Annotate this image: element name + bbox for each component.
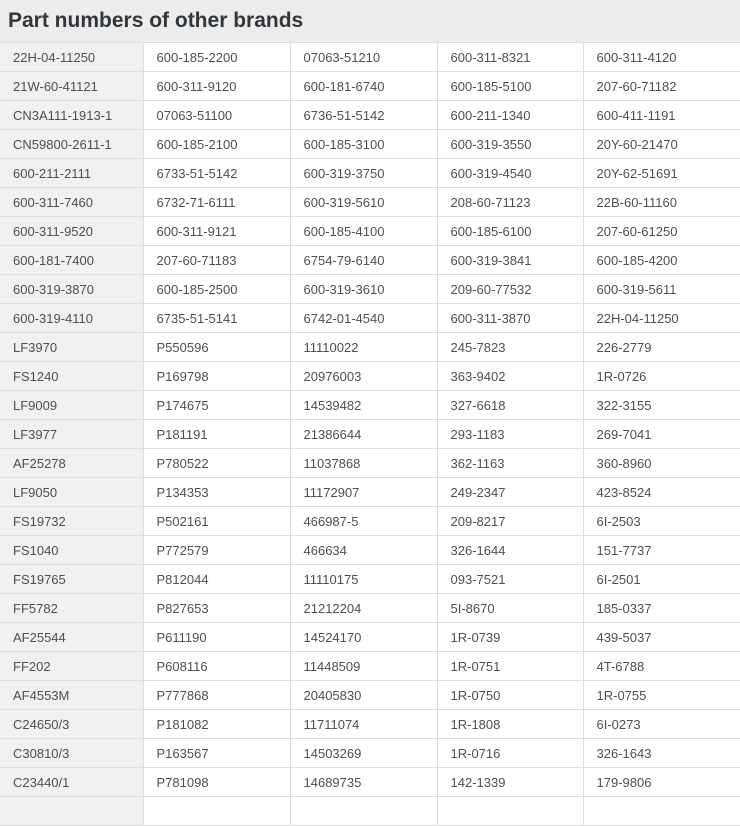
part-number-cell: 6732-71-6111 bbox=[143, 188, 290, 217]
table-row bbox=[0, 565, 740, 594]
table-row bbox=[0, 217, 740, 246]
row-header-cell: C23440/1 bbox=[0, 768, 143, 797]
table-row bbox=[0, 101, 740, 130]
part-number-cell: 6I-0273 bbox=[583, 710, 740, 739]
row-header-cell: LF9050 bbox=[0, 478, 143, 507]
part-number-cell: 322-3155 bbox=[583, 391, 740, 420]
part-number-cell: 20405830 bbox=[290, 681, 437, 710]
row-header-cell: LF3970 bbox=[0, 333, 143, 362]
table-row bbox=[0, 304, 740, 333]
part-number-cell: 439-5037 bbox=[583, 623, 740, 652]
part-number-cell: 6742-01-4540 bbox=[290, 304, 437, 333]
row-header-cell: FF5782 bbox=[0, 594, 143, 623]
table-row bbox=[0, 275, 740, 304]
part-number-cell: 600-185-5100 bbox=[437, 72, 583, 101]
part-number-cell: 14503269 bbox=[290, 739, 437, 768]
part-number-cell: P777868 bbox=[143, 681, 290, 710]
part-number-cell: 07063-51210 bbox=[290, 43, 437, 72]
part-number-cell: 20Y-60-21470 bbox=[583, 130, 740, 159]
part-number-cell: 6754-79-6140 bbox=[290, 246, 437, 275]
table-row bbox=[0, 72, 740, 101]
part-number-cell: 6733-51-5142 bbox=[143, 159, 290, 188]
part-number-cell: P134353 bbox=[143, 478, 290, 507]
part-number-cell: 269-7041 bbox=[583, 420, 740, 449]
part-number-cell: 466634 bbox=[290, 536, 437, 565]
row-header-cell: 600-181-7400 bbox=[0, 246, 143, 275]
part-number-cell: 600-311-3870 bbox=[437, 304, 583, 333]
part-number-cell: 326-1643 bbox=[583, 739, 740, 768]
part-number-cell: 600-319-5611 bbox=[583, 275, 740, 304]
row-header-cell: 22H-04-11250 bbox=[0, 43, 143, 72]
part-number-cell: 600-185-3100 bbox=[290, 130, 437, 159]
part-number-cell: 600-311-9120 bbox=[143, 72, 290, 101]
part-number-cell: P502161 bbox=[143, 507, 290, 536]
part-number-cell: P611190 bbox=[143, 623, 290, 652]
part-number-cell: 14524170 bbox=[290, 623, 437, 652]
row-header-cell: 600-319-4110 bbox=[0, 304, 143, 333]
part-number-cell: 185-0337 bbox=[583, 594, 740, 623]
row-header-cell: 600-311-9520 bbox=[0, 217, 143, 246]
table-row bbox=[0, 362, 740, 391]
part-numbers-table bbox=[0, 42, 740, 826]
part-number-cell: P772579 bbox=[143, 536, 290, 565]
row-header-cell: C24650/3 bbox=[0, 710, 143, 739]
table-row bbox=[0, 594, 740, 623]
row-header-cell: 600-311-7460 bbox=[0, 188, 143, 217]
part-number-cell: P163567 bbox=[143, 739, 290, 768]
row-header-cell: FS1240 bbox=[0, 362, 143, 391]
part-number-cell: 600-311-4120 bbox=[583, 43, 740, 72]
table-row bbox=[0, 768, 740, 797]
part-number-cell: 6736-51-5142 bbox=[290, 101, 437, 130]
part-number-cell: 600-319-3610 bbox=[290, 275, 437, 304]
part-number-cell: 11037868 bbox=[290, 449, 437, 478]
table-row bbox=[0, 536, 740, 565]
table-row bbox=[0, 420, 740, 449]
part-number-cell: 1R-0739 bbox=[437, 623, 583, 652]
part-number-cell: P781098 bbox=[143, 768, 290, 797]
part-number-cell: 1R-0755 bbox=[583, 681, 740, 710]
part-number-cell: 600-185-4100 bbox=[290, 217, 437, 246]
table-row bbox=[0, 739, 740, 768]
part-number-cell: 423-8524 bbox=[583, 478, 740, 507]
row-header-cell bbox=[0, 797, 143, 826]
part-number-cell: 21212204 bbox=[290, 594, 437, 623]
part-number-cell bbox=[583, 797, 740, 826]
row-header-cell: AF25544 bbox=[0, 623, 143, 652]
table-row bbox=[0, 478, 740, 507]
table-row bbox=[0, 188, 740, 217]
table-row bbox=[0, 652, 740, 681]
part-number-cell: P827653 bbox=[143, 594, 290, 623]
part-number-cell: 07063-51100 bbox=[143, 101, 290, 130]
part-number-cell: 209-60-77532 bbox=[437, 275, 583, 304]
part-number-cell: P780522 bbox=[143, 449, 290, 478]
row-header-cell: C30810/3 bbox=[0, 739, 143, 768]
part-number-cell: 151-7737 bbox=[583, 536, 740, 565]
part-number-cell: 20976003 bbox=[290, 362, 437, 391]
row-header-cell: AF25278 bbox=[0, 449, 143, 478]
part-number-cell: 22H-04-11250 bbox=[583, 304, 740, 333]
part-number-cell: 11110022 bbox=[290, 333, 437, 362]
part-number-cell: 600-411-1191 bbox=[583, 101, 740, 130]
row-header-cell: FS19765 bbox=[0, 565, 143, 594]
row-header-cell: AF4553M bbox=[0, 681, 143, 710]
part-number-cell: 1R-0716 bbox=[437, 739, 583, 768]
part-number-cell: 20Y-62-51691 bbox=[583, 159, 740, 188]
row-header-cell: LF9009 bbox=[0, 391, 143, 420]
part-number-cell bbox=[143, 797, 290, 826]
part-number-cell: P169798 bbox=[143, 362, 290, 391]
part-number-cell: 249-2347 bbox=[437, 478, 583, 507]
part-number-cell: 11448509 bbox=[290, 652, 437, 681]
part-number-cell: 362-1163 bbox=[437, 449, 583, 478]
row-header-cell: FF202 bbox=[0, 652, 143, 681]
part-number-cell: 600-185-2100 bbox=[143, 130, 290, 159]
row-header-cell: CN3A111-1913-1 bbox=[0, 101, 143, 130]
part-number-cell: 208-60-71123 bbox=[437, 188, 583, 217]
part-number-cell: 466987-5 bbox=[290, 507, 437, 536]
row-header-cell: FS19732 bbox=[0, 507, 143, 536]
part-number-cell: 600-319-4540 bbox=[437, 159, 583, 188]
part-number-cell: 6I-2503 bbox=[583, 507, 740, 536]
part-number-cell: P812044 bbox=[143, 565, 290, 594]
part-number-cell: 600-211-1340 bbox=[437, 101, 583, 130]
table-row bbox=[0, 130, 740, 159]
part-number-cell: 4T-6788 bbox=[583, 652, 740, 681]
part-number-cell: 327-6618 bbox=[437, 391, 583, 420]
part-number-cell: 600-185-2200 bbox=[143, 43, 290, 72]
part-number-cell: P174675 bbox=[143, 391, 290, 420]
part-number-cell: 5I-8670 bbox=[437, 594, 583, 623]
part-number-cell: 14539482 bbox=[290, 391, 437, 420]
page-title: Part numbers of other brands bbox=[8, 9, 304, 32]
part-number-cell: 600-311-9121 bbox=[143, 217, 290, 246]
table-row bbox=[0, 43, 740, 72]
part-number-cell: 600-181-6740 bbox=[290, 72, 437, 101]
part-number-cell: 1R-1808 bbox=[437, 710, 583, 739]
part-number-cell: 11110175 bbox=[290, 565, 437, 594]
part-number-cell: 600-319-3550 bbox=[437, 130, 583, 159]
part-number-cell: 600-185-2500 bbox=[143, 275, 290, 304]
table-row bbox=[0, 623, 740, 652]
part-number-cell: 22B-60-11160 bbox=[583, 188, 740, 217]
table-row bbox=[0, 797, 740, 826]
table-row bbox=[0, 710, 740, 739]
part-number-cell: 326-1644 bbox=[437, 536, 583, 565]
part-number-cell: 293-1183 bbox=[437, 420, 583, 449]
row-header-cell: CN59800-2611-1 bbox=[0, 130, 143, 159]
part-number-cell: P550596 bbox=[143, 333, 290, 362]
part-number-cell: 1R-0726 bbox=[583, 362, 740, 391]
part-number-cell bbox=[437, 797, 583, 826]
part-number-cell: 093-7521 bbox=[437, 565, 583, 594]
part-number-cell: 1R-0750 bbox=[437, 681, 583, 710]
row-header-cell: FS1040 bbox=[0, 536, 143, 565]
part-number-cell: 600-185-4200 bbox=[583, 246, 740, 275]
table-row bbox=[0, 246, 740, 275]
part-number-cell: 21386644 bbox=[290, 420, 437, 449]
part-numbers-table-body bbox=[0, 43, 740, 826]
part-number-cell: 11172907 bbox=[290, 478, 437, 507]
table-row bbox=[0, 159, 740, 188]
part-number-cell: 600-319-3750 bbox=[290, 159, 437, 188]
part-number-cell: 600-311-8321 bbox=[437, 43, 583, 72]
part-number-cell: 1R-0751 bbox=[437, 652, 583, 681]
part-number-cell: 600-185-6100 bbox=[437, 217, 583, 246]
part-number-cell: 14689735 bbox=[290, 768, 437, 797]
part-number-cell: P181082 bbox=[143, 710, 290, 739]
row-header-cell: 21W-60-41121 bbox=[0, 72, 143, 101]
table-row bbox=[0, 449, 740, 478]
part-number-cell: 6I-2501 bbox=[583, 565, 740, 594]
part-number-cell: 363-9402 bbox=[437, 362, 583, 391]
part-number-cell: 207-60-71182 bbox=[583, 72, 740, 101]
row-header-cell: 600-319-3870 bbox=[0, 275, 143, 304]
table-row bbox=[0, 333, 740, 362]
part-number-cell: 142-1339 bbox=[437, 768, 583, 797]
part-number-cell: P608116 bbox=[143, 652, 290, 681]
part-number-cell bbox=[290, 797, 437, 826]
part-number-cell: 600-319-3841 bbox=[437, 246, 583, 275]
part-number-cell: 245-7823 bbox=[437, 333, 583, 362]
part-number-cell: 209-8217 bbox=[437, 507, 583, 536]
part-number-cell: P181191 bbox=[143, 420, 290, 449]
table-row bbox=[0, 391, 740, 420]
table-row bbox=[0, 681, 740, 710]
row-header-cell: 600-211-2111 bbox=[0, 159, 143, 188]
part-number-cell: 600-319-5610 bbox=[290, 188, 437, 217]
part-number-cell: 207-60-61250 bbox=[583, 217, 740, 246]
part-number-cell: 179-9806 bbox=[583, 768, 740, 797]
part-number-cell: 11711074 bbox=[290, 710, 437, 739]
part-number-cell: 360-8960 bbox=[583, 449, 740, 478]
part-number-cell: 207-60-71183 bbox=[143, 246, 290, 275]
table-row bbox=[0, 507, 740, 536]
row-header-cell: LF3977 bbox=[0, 420, 143, 449]
part-number-cell: 6735-51-5141 bbox=[143, 304, 290, 333]
part-number-cell: 226-2779 bbox=[583, 333, 740, 362]
